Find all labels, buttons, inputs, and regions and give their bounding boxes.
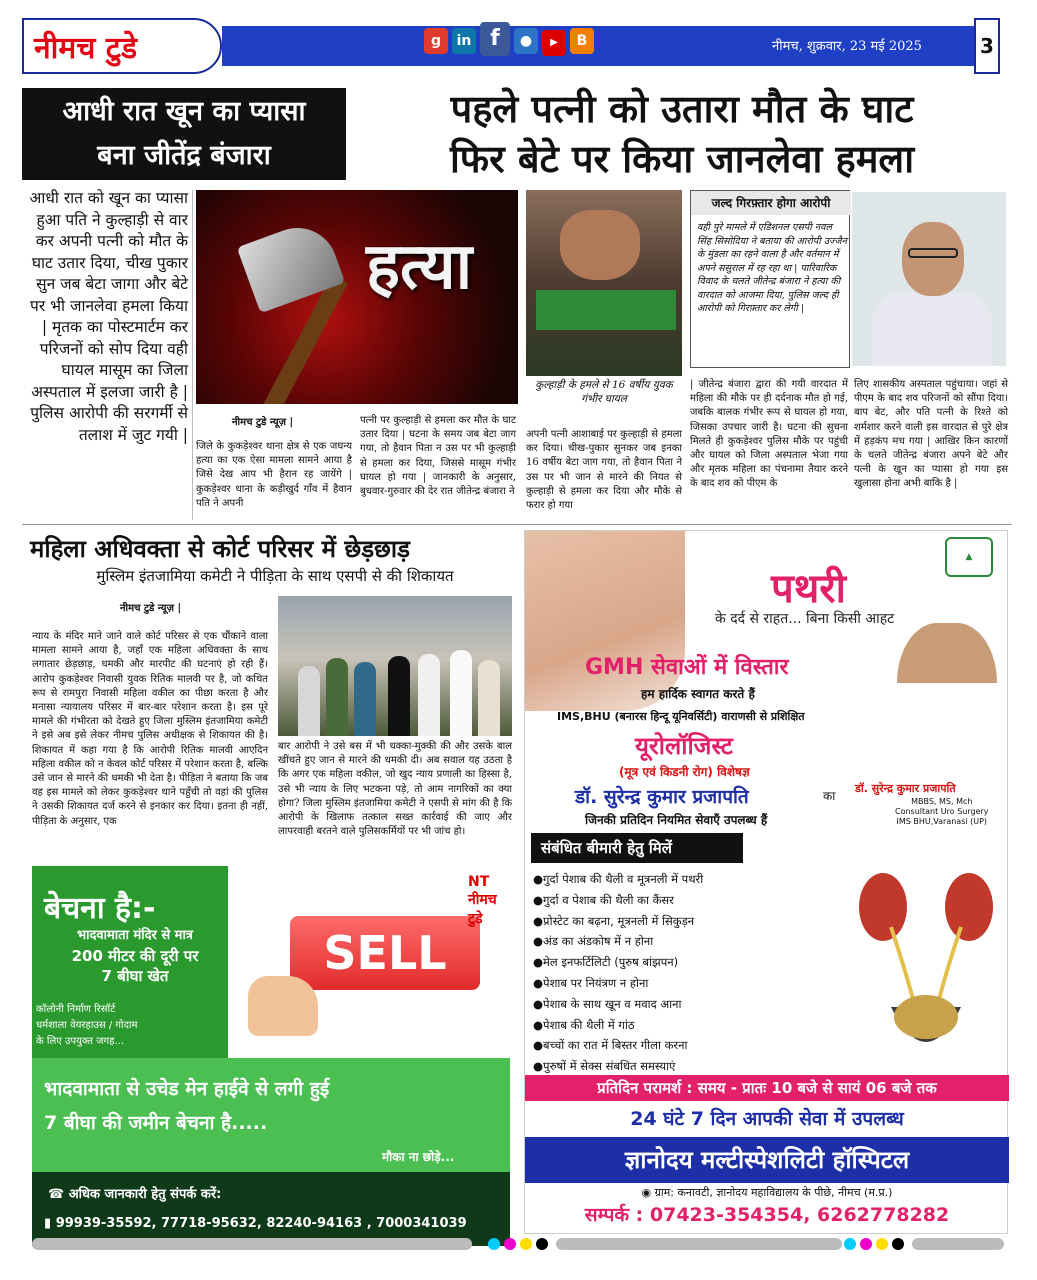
list-item: ●पेशाब के साथ खून व मवाद आना: [533, 996, 682, 1011]
story1-column-4: | जीतेन्द्र बंजारा द्वारा की गयी वारदात में महिला की मौके पर ही दर्दनाक मौत हो गई, जबकि बालक गंभीर रूप से घायल हो गया, जिसका उपचार जारी है। घटना की सुचना मिलते ही कुकड़ेश्वर पुलिस मौके पर पहुंची और घायल को जिला अस्पताल भेजा गया और मृतक महिला का पंचनामा तैयार करने के बाद शव को पीएम के: [690, 379, 848, 490]
logo-box: [22, 18, 222, 74]
registration-segment: [912, 1238, 1004, 1250]
doctor-institute: IMS BHU,Varanasi (UP): [896, 817, 988, 826]
column-rule: [192, 190, 193, 520]
headline-line-1: पहले पत्नी को उतारा मौत के घाट: [450, 86, 914, 131]
black-dot: [536, 1238, 548, 1250]
kicker-line-2: बना जीतेंद्र बंजारा: [97, 140, 271, 171]
hospital-address: [525, 1185, 1009, 1200]
hospital-address-text: ग्राम: कनावटी, ज्ञानोदय महाविद्यालय के पीछे, नीमच (म.प्र.): [654, 1186, 893, 1199]
story-kicker: [22, 88, 346, 180]
list-item: ●पेशाब की थैली में गांठ: [533, 1017, 635, 1032]
blogger-icon[interactable]: B: [570, 28, 594, 54]
story1-column-2: पत्नी पर कुल्हाड़ी से हमला कर मौत के घाट उतार दिया | घटना के समय जब बेटा जाग गया, तो हैवान पिता न उस पर भी कुल्हाड़ी से हमला कर दिया, जिससे मासूम गंभीर घायल हो गया | जानकारी के अनुसार, बुधवार-गुरुवार की देर रात जीतेन्द्र बंजारा ने: [360, 415, 516, 498]
sell-ad-title: बेचना है:-: [44, 891, 156, 926]
officer-body: [872, 292, 992, 366]
registration-segment: [32, 1238, 472, 1250]
magenta-dot: [860, 1238, 872, 1250]
ad-doctor-name: डॉ. सुरेन्द्र कुमार प्रजापति: [575, 786, 749, 808]
ad-tagline: के दर्द से राहत... बिना किसी आहट: [715, 611, 895, 627]
availability: 24 घंटे 7 दिन आपकी सेवा में उपलब्ध: [630, 1108, 904, 1130]
facebook-icon[interactable]: f: [480, 22, 510, 56]
list-item: ●गुर्दा व पेशाब की थैली का कैंसर: [533, 892, 674, 907]
sell-ad-uses-2: धर्मशाला वेयरहाउस / गोदाम: [36, 1020, 138, 1031]
person-figure: [298, 666, 320, 736]
pointing-hand-icon: [248, 976, 318, 1036]
officer-glasses: [908, 248, 958, 258]
sell-ad-banner: [32, 1058, 510, 1172]
sell-ad-banner-line-1: भादवामाता से उचेड मेन हाईवे से लगी हुई: [44, 1078, 330, 1100]
victim-photo: [526, 190, 682, 376]
person-figure: [388, 656, 410, 736]
masthead: [22, 18, 1000, 74]
google-icon[interactable]: g: [424, 28, 448, 54]
yellow-dot: [520, 1238, 532, 1250]
kicker-line-1: आधी रात खून का प्यासा: [62, 96, 306, 127]
sell-ad-banner-line-2: 7 बीघा की जमीन बेचना है.....: [44, 1112, 268, 1134]
doctor-role: Consultant Uro Surgery: [895, 807, 989, 816]
registration-segment: [556, 1238, 842, 1250]
story2-headline: महिला अधिवक्ता से कोर्ट परिसर में छेड़छाड़: [30, 534, 410, 563]
social-icons: [422, 22, 596, 70]
story1-column-5: लिए शासकीय अस्पताल पहुंचाया। जहां से पीएम के बाद शव परिजनों को सौंपा दिया। बाप बेट, और पति पत्नी के रिश्ते को शर्मशार करने वाली इस वारदात से पुरे क्षेत्र में हड़कंप मच गया | आखिर किन कारणों के चलते जीतेन्द्र बंजारा अपने बेटे और पत्नी के खून का प्यासा हो गया इस खुलासा होना अभी बाकि है |: [854, 379, 1008, 490]
doctor-caption-name: डॉ. सुरेन्द्र कुमार प्रजापति: [855, 782, 956, 795]
hospital-ad: [524, 530, 1008, 1234]
list-item: ●बच्चों का रात में बिस्तर गीला करना: [533, 1038, 688, 1053]
print-registration-bar: [32, 1238, 1004, 1252]
sell-button-graphic: SELL: [290, 916, 480, 990]
section-divider: [22, 524, 1012, 525]
victim-face: [560, 210, 640, 280]
hospital-phone: सम्पर्क : 07423-354354, 6262778282: [584, 1204, 950, 1226]
byline: नीमच टुडे न्यूज़ |: [232, 417, 294, 428]
doctor-degree: MBBS, MS, Mch: [911, 797, 973, 806]
person-figure: [478, 660, 500, 736]
mobile-icon: ▮: [44, 1216, 56, 1231]
cyan-dot: [844, 1238, 856, 1250]
person-figure: [354, 662, 376, 736]
contact-title-text: अधिक जानकारी हेतु संपर्क करें:: [68, 1187, 222, 1202]
doctor-photo: [897, 623, 997, 773]
hospital-logo-icon: ▲: [945, 537, 993, 577]
sell-ad-tagline: मौका ना छोड़े...: [382, 1150, 455, 1164]
cyan-dot: [488, 1238, 500, 1250]
newspaper-logo: नीमच टुडे: [34, 31, 138, 66]
murder-image-text: हत्या: [366, 229, 473, 304]
main-headline: [352, 84, 1012, 184]
story2-subheadline: मुस्लिम इंतजामिया कमेटी ने पीड़िता के साथ एसपी से की शिकायत: [96, 567, 454, 585]
person-figure: [418, 654, 440, 736]
ad-ka: का: [823, 789, 836, 803]
sell-ad-uses-3: के लिए उपयुक्त जगह...: [36, 1036, 125, 1047]
list-item: ●पुरुषों में सेक्स संबधित समस्याएं: [533, 1059, 676, 1074]
victim-caption: कुल्हाड़ी के हमले से 16 वर्षीय युवक गंभीर घायल: [535, 379, 673, 405]
story2-column-2: बार आरोपी ने उसे बस में भी धक्का-मुक्की की और उसके बाल खींचते हुए जान से मारने की धमकी दी। अब सवाल यह उठता है कि अगर एक महिला वकील, जो खुद न्याय प्रणाली का हिस्सा है, उसे भी न्याय के लिए भटकना पड़े, तो आम नागरिकों का क्या होगा? जिला मुस्लिम इंतजामिया कमेटी ने एसपी से मांग की है कि आरोपी के खिलाफ तत्काल सख्त कार्रवाई की जाए और लापरवाही बरतने वाले पुलिसकर्मियों पर भी जांच हो।: [278, 741, 512, 838]
sell-ad-banner-text: [44, 1072, 504, 1140]
ad-title-pathri: पथरी: [771, 565, 846, 612]
kidney-diagram-icon: [851, 867, 1001, 1073]
yellow-dot: [876, 1238, 888, 1250]
contact-phones: [44, 1216, 467, 1231]
ad-training: IMS,BHU (बनारस हिन्दू यूनिवर्सिटी) वाराणसी से प्रशिक्षित: [557, 710, 805, 723]
myspace-icon[interactable]: ●: [514, 28, 538, 54]
magenta-dot: [504, 1238, 516, 1250]
black-dot: [892, 1238, 904, 1250]
victim-cloth: [536, 290, 676, 330]
land-sale-ad: [32, 866, 510, 1246]
contact-phones-text: 99939-35592, 77718-95632, 82240-94163 , 7000341039: [55, 1216, 467, 1231]
location-icon: ◉: [641, 1186, 655, 1199]
doctor-credentials: [895, 797, 989, 827]
list-item: ●गुर्दा पेशाब की थैली व मूत्रनली में पथरी: [533, 872, 704, 886]
list-item: ●अंड का अंडकोष में न होना: [533, 934, 654, 949]
hospital-name: ज्ञानोदय मल्टीस्पेशलिटी हॉस्पिटल: [525, 1137, 1009, 1183]
conditions-list: [533, 869, 843, 1077]
ad-gmh: GMH सेवाओं में विस्तार: [585, 655, 789, 680]
contact-title: [48, 1184, 221, 1202]
person-figure: [326, 658, 348, 736]
ad-urologist: यूरोलॉजिस्ट: [635, 732, 733, 760]
sell-ad-details: [40, 926, 230, 986]
youtube-icon[interactable]: ▶: [542, 30, 566, 56]
headline-line-2: फिर बेटे पर किया जानलेवा हमला: [449, 136, 915, 181]
ad-daily: जिनकी प्रतिदिन नियमित सेवाएँ उपलब्ध हैं: [585, 813, 768, 827]
ad-logo: NT नीमच टुडे: [468, 874, 497, 927]
linkedin-icon[interactable]: in: [452, 28, 476, 54]
murder-illustration: [196, 190, 518, 404]
list-item: ●प्रोस्टेट का बढ़ना, मूत्रनली में सिकुड़न: [533, 913, 695, 928]
sell-ad-line-1: भादवामाता मंदिर से मात्र: [77, 928, 193, 943]
sell-ad-line-3: 7 बीघा खेत: [101, 967, 169, 985]
list-item: ●मेल इनफर्टिलिटी (पुरुष बांझपन): [533, 955, 679, 970]
phone-icon: ☎: [48, 1187, 69, 1202]
police-officer-photo: [852, 192, 1006, 366]
conditions-title: संबंधित बीमारी हेतु मिलें: [531, 833, 743, 863]
sell-ad-uses: [36, 1002, 138, 1050]
sell-ad-line-2: 200 मीटर की दूरी पर: [71, 947, 199, 965]
person-figure: [450, 650, 472, 736]
court-complaint-photo: [278, 596, 512, 736]
ad-specialist: (मूत्र एवं किडनी रोग) विशेषज्ञ: [619, 765, 750, 779]
officer-face: [902, 222, 964, 296]
story1-column-3: अपनी पत्नी आशाबाई पर कुल्हाड़ी से हमला कर दिया। चीख-पुकार सुनकर जब इनका 16 वर्षीय बेटा जाग गया, तो हैवान पिता ने उस पर भी जान से मारने की नियत से कुल्हाड़ी से हमला कर दिया और मौके से फरार हो गया: [526, 429, 682, 512]
sell-ad-top: [32, 866, 510, 1058]
sell-ad-image: [228, 866, 510, 1058]
consultation-timing: प्रतिदिन परामर्श : समय - प्रातः 10 बजे से सायं 06 बजे तक: [525, 1075, 1009, 1101]
list-item: ●पेशाब पर नियंत्रण न होना: [533, 975, 649, 990]
sidebar-title: जल्द गिरफ़्तार होगा आरोपी: [691, 191, 851, 215]
sidebar-box: [690, 190, 850, 368]
sidebar-text: वही पुरे मामले में एडिशनल एसपी नवल सिंह सिसोदिया ने बताया की आरोपी उज्जैन के मुंडला का रहने वाला है और वर्तमान में अपने ससुराल में रह रहा था | पारिवारिक विवाद के चलते जीतेन्द्र बंजारा ने हत्या की वारदात को आजमा दिया, पुलिस जल्द ही आरोपी को गिरफ़्तार कर लेगी |: [697, 222, 847, 314]
sell-ad-contact: [32, 1172, 510, 1246]
woman-photo: [525, 531, 685, 711]
page-number: 3: [974, 18, 1000, 74]
ad-welcome: हम हार्दिक स्वागत करते हैं: [641, 687, 755, 701]
story1-column-1: जिले के कुकड़ेश्वर थाना क्षेत्र से एक जघन्य हत्या का एक ऐसा मामला सामने आया है जिसे देख आप भी हैरान रह जायेंगे | कुकड़ेश्वर थाना के कड़ीखुर्द गाँव में हैवान पति ने अपनी: [196, 441, 352, 509]
dateline: नीमच, शुक्रवार, 23 मई 2025: [772, 39, 922, 54]
lead-paragraph: आधी रात को खून का प्यासा हुआ पति ने कुल्हाड़ी से वार कर अपनी पत्नी को मौत के घाट उतार दिया, चीख पुकार सुन जब बेटा जागा और बेटे पर भी जानलेवा हमला किया | मृतक का पोस्टमार्टम कर परिजनों को सोप दिया वही घायल मासूम का जिला अस्पताल में इलजा जारी है | पुलिस आरोपी की सरगर्मी से तलाश में जुट गयी |: [29, 189, 188, 444]
sell-ad-uses-1: कॉलोनी निर्माण रिसॉर्ट: [36, 1004, 116, 1015]
byline: नीमच टुडे न्यूज़ |: [120, 603, 182, 614]
story2-column-1: न्याय के मंदिर माने जाने वाले कोर्ट परिसर से एक चौंकाने वाला मामला सामने आया है, जहाँ एक महिला अधिवक्ता के साथ लगातार छेड़छाड़, धमकी और मारपीट की घटनाएं हो रही हैं। आरोप कुकड़ेश्वर निवासी युवक रितिक मालवी पर है, जो कथित रूप से रामपुरा निवासी महिला वकील का पीछा करता है और मनासा न्यायालय परिसर में बार-बार परेशान करता है। इस पूरे मामले की गंभीरता को देखते हुए जिला मुस्लिम इंतजामिया कमेटी ने इसे अब इसे लेकर नीमच पुलिस अधीक्षक से शिकायत की है। शिकायत में कहा गया है कि आरोपी रितिक मालवी आएदिन महिला वकील को न केवल कोर्ट परिसर में परेशान करता है, बल्कि उसे जान से मारने की धमकी भी देता है। पीड़िता ने बताया कि जब वह इस मामले को लेकर कुकड़ेश्वर थाने पहुँची तो वहां की पुलिस ने उसकी शिकायत दर्ज करने से इनकार कर दिया। इतना ही नहीं, पीड़िता के अनुसार, एक: [32, 631, 268, 827]
